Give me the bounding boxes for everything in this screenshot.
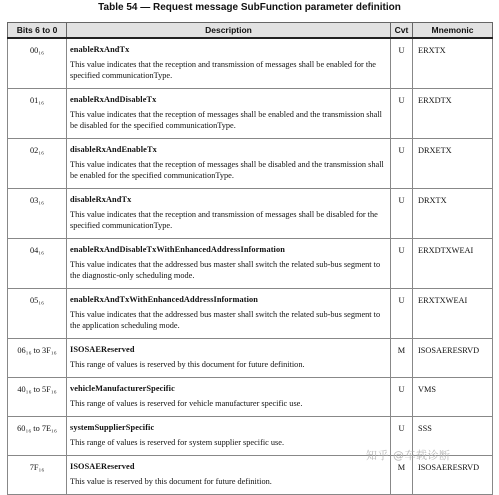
mnemonic-cell: DRXETX xyxy=(413,139,493,189)
table-row xyxy=(8,289,493,339)
cvt-cell: U xyxy=(391,139,413,189)
description-cell xyxy=(67,289,391,339)
header-description: Description xyxy=(67,23,391,39)
cvt-cell: U xyxy=(391,378,413,417)
description-cell xyxy=(67,239,391,289)
parameter-description: This value indicates that the addressed bus master shall switch the related sub-bus segment to the application scheduling mode. xyxy=(70,310,381,331)
parameter-description: This value indicates that the reception of messages shall be enabled and the transmission shall be disabled for the specified communicationType. xyxy=(70,110,382,131)
parameter-name: disableRxAndTx xyxy=(70,195,132,204)
parameter-name: ISOSAEReserved xyxy=(70,462,135,471)
table-row xyxy=(8,378,493,417)
bits-cell: 60₁₆ to 7E₁₆ xyxy=(8,417,67,456)
mnemonic-cell: ISOSAERESRVD xyxy=(413,456,493,495)
description-cell xyxy=(67,89,391,139)
bits-cell: 03₁₆ xyxy=(8,189,67,239)
mnemonic-cell: VMS xyxy=(413,378,493,417)
mnemonic-cell: ISOSAERESRVD xyxy=(413,339,493,378)
mnemonic-cell: ERXDTX xyxy=(413,89,493,139)
description-cell xyxy=(67,339,391,378)
cvt-cell: U xyxy=(391,189,413,239)
bits-cell: 7F₁₆ xyxy=(8,456,67,495)
parameter-description: This range of values is reserved for system supplier specific use. xyxy=(70,438,285,448)
parameter-description: This range of values is reserved for vehicle manufacturer specific use. xyxy=(70,399,303,409)
cvt-cell: M xyxy=(391,339,413,378)
table-row xyxy=(8,189,493,239)
mnemonic-cell: ERXTXWEAI xyxy=(413,289,493,339)
bits-cell: 00₁₆ xyxy=(8,38,67,89)
parameter-name: enableRxAndTxWithEnhancedAddressInformation xyxy=(70,295,258,304)
cvt-cell: U xyxy=(391,417,413,456)
bits-cell: 01₁₆ xyxy=(8,89,67,139)
cvt-cell: M xyxy=(391,456,413,495)
header-bits: Bits 6 to 0 xyxy=(8,23,67,39)
description-cell xyxy=(67,189,391,239)
parameter-description: This value indicates that the reception and transmission of messages shall be disabled for the specified communicationType. xyxy=(70,210,378,231)
header-cvt: Cvt xyxy=(391,23,413,39)
mnemonic-cell: SSS xyxy=(413,417,493,456)
mnemonic-cell: ERXDTXWEAI xyxy=(413,239,493,289)
mnemonic-cell: DRXTX xyxy=(413,189,493,239)
parameter-name: enableRxAndTx xyxy=(70,45,130,54)
parameter-name: ISOSAEReserved xyxy=(70,345,135,354)
cvt-cell: U xyxy=(391,89,413,139)
parameter-name: enableRxAndDisableTxWithEnhancedAddressInformation xyxy=(70,245,285,254)
cvt-cell: U xyxy=(391,38,413,89)
parameter-description: This value is reserved by this document for future definition. xyxy=(70,477,272,487)
bits-cell: 04₁₆ xyxy=(8,239,67,289)
cvt-cell: U xyxy=(391,289,413,339)
bits-cell: 05₁₆ xyxy=(8,289,67,339)
table-row xyxy=(8,139,493,189)
subfunction-table xyxy=(7,22,493,495)
description-cell xyxy=(67,38,391,89)
description-cell xyxy=(67,378,391,417)
table-row xyxy=(8,38,493,89)
parameter-description: This value indicates that the reception and transmission of messages shall be enabled for the specified communicationType. xyxy=(70,60,376,81)
table-caption: Table 54 — Request message SubFunction parameter definition xyxy=(98,2,401,13)
description-cell xyxy=(67,139,391,189)
description-cell xyxy=(67,417,391,456)
table-row xyxy=(8,239,493,289)
table-row xyxy=(8,339,493,378)
parameter-description: This value indicates that the reception of messages shall be disabled and the transmission shall be enabled for the specified communicationType. xyxy=(70,160,384,181)
watermark: 知乎 @车载诊断 xyxy=(366,449,451,462)
table-row xyxy=(8,89,493,139)
bits-cell: 06₁₆ to 3F₁₆ xyxy=(8,339,67,378)
description-cell xyxy=(67,456,391,495)
bits-cell: 40₁₆ to 5F₁₆ xyxy=(8,378,67,417)
parameter-description: This value indicates that the addressed bus master shall switch the related sub-bus segment to the diagnostic-only scheduling mode. xyxy=(70,260,381,281)
header-row xyxy=(8,23,493,39)
parameter-name: systemSupplierSpecific xyxy=(70,423,155,432)
mnemonic-cell: ERXTX xyxy=(413,38,493,89)
parameter-name: enableRxAndDisableTx xyxy=(70,95,157,104)
parameter-name: disableRxAndEnableTx xyxy=(70,145,157,154)
cvt-cell: U xyxy=(391,239,413,289)
parameter-description: This range of values is reserved by this document for future definition. xyxy=(70,360,305,370)
bits-cell: 02₁₆ xyxy=(8,139,67,189)
parameter-name: vehicleManufacturerSpecific xyxy=(70,384,175,393)
header-mnemonic: Mnemonic xyxy=(413,23,493,39)
